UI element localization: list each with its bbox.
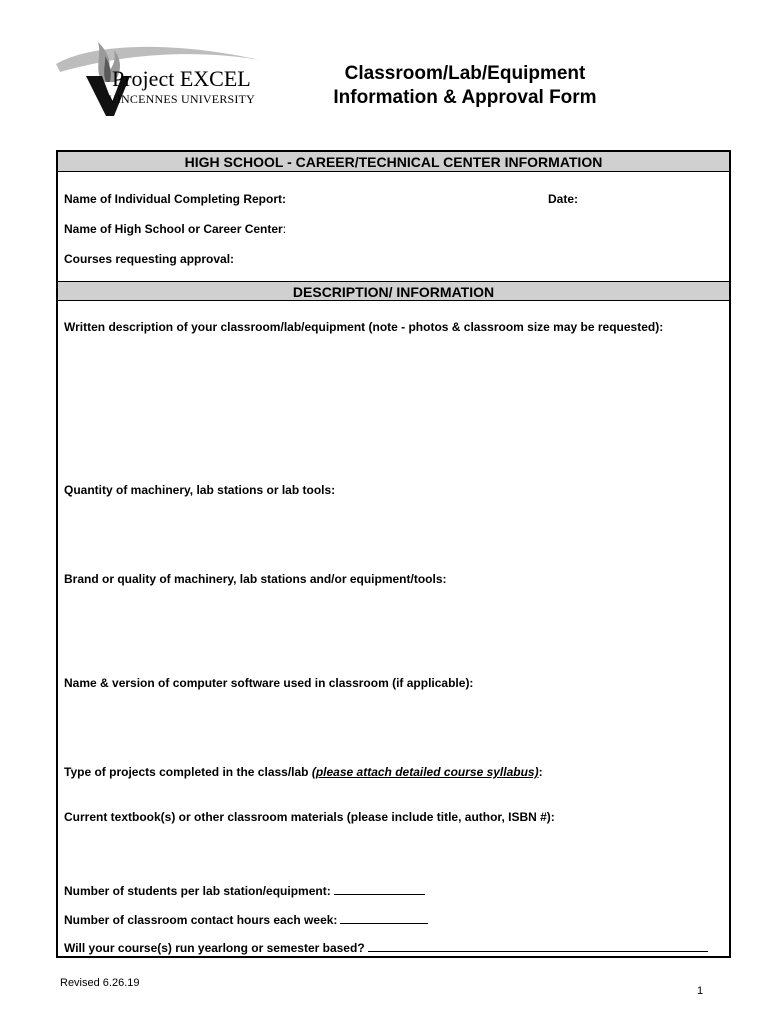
- project-types-label: Type of projects completed in the class/lab: [64, 765, 312, 779]
- courses-requesting-label: Courses requesting approval:: [64, 252, 235, 266]
- software-version-field[interactable]: [64, 676, 473, 690]
- revision-date: Revised 6.26.19: [60, 977, 140, 989]
- contact-hours-label: Number of classroom contact hours each week:: [64, 913, 338, 927]
- textbooks-field[interactable]: [64, 810, 555, 824]
- students-per-station-blank[interactable]: [334, 883, 425, 895]
- written-description-field[interactable]: [64, 320, 663, 334]
- date-field[interactable]: [548, 192, 578, 206]
- approval-form: [56, 150, 731, 958]
- yearlong-semester-field[interactable]: [64, 940, 708, 955]
- quantity-machinery-label: Quantity of machinery, lab stations or lab tools:: [64, 483, 336, 497]
- form-title: [305, 62, 625, 110]
- section-header-school-info: [58, 152, 729, 172]
- school-name-label: Name of High School or Career Center: [64, 222, 283, 236]
- students-per-station-field[interactable]: [64, 883, 425, 898]
- yearlong-semester-label: Will your course(s) run yearlong or semester based?: [64, 941, 365, 955]
- contact-hours-field[interactable]: [64, 912, 428, 927]
- project-types-field[interactable]: [64, 765, 543, 779]
- school-name-colon: :: [282, 222, 287, 236]
- section-header-school-info-label: HIGH SCHOOL - CAREER/TECHNICAL CENTER INFORMATION: [184, 154, 603, 170]
- textbooks-label: Current textbook(s) or other classroom materials (please include title, author, ISBN #):: [64, 810, 555, 824]
- section-header-description: [58, 281, 729, 301]
- date-label: Date:: [548, 192, 579, 206]
- students-per-station-label: Number of students per lab station/equipment:: [64, 884, 331, 898]
- yearlong-semester-blank[interactable]: [368, 940, 708, 952]
- courses-requesting-field[interactable]: [64, 252, 234, 266]
- section-header-description-label: DESCRIPTION/ INFORMATION: [292, 284, 495, 300]
- page-number: 1: [697, 985, 704, 997]
- contact-hours-blank[interactable]: [340, 912, 428, 924]
- name-individual-field[interactable]: [64, 192, 286, 206]
- logo-university-text: VINCENNES UNIVERSITY: [108, 92, 255, 106]
- form-title-line2: Information & Approval Form: [333, 87, 597, 108]
- software-version-label: Name & version of computer software used in classroom (if applicable):: [64, 676, 474, 690]
- project-types-colon: :: [538, 765, 543, 779]
- logo-project-excel-text: Project EXCEL: [112, 66, 251, 91]
- form-title-line1: Classroom/Lab/Equipment: [344, 63, 586, 84]
- quantity-machinery-field[interactable]: [64, 483, 335, 497]
- brand-quality-field[interactable]: [64, 572, 447, 586]
- brand-quality-label: Brand or quality of machinery, lab stations and/or equipment/tools:: [64, 572, 447, 586]
- name-individual-label: Name of Individual Completing Report:: [64, 192, 287, 206]
- project-types-syllabus-note: (please attach detailed course syllabus): [311, 765, 539, 779]
- school-name-field[interactable]: [64, 222, 286, 236]
- written-description-label: Written description of your classroom/lab/equipment (note - photos & classroom size may be requested):: [64, 320, 664, 334]
